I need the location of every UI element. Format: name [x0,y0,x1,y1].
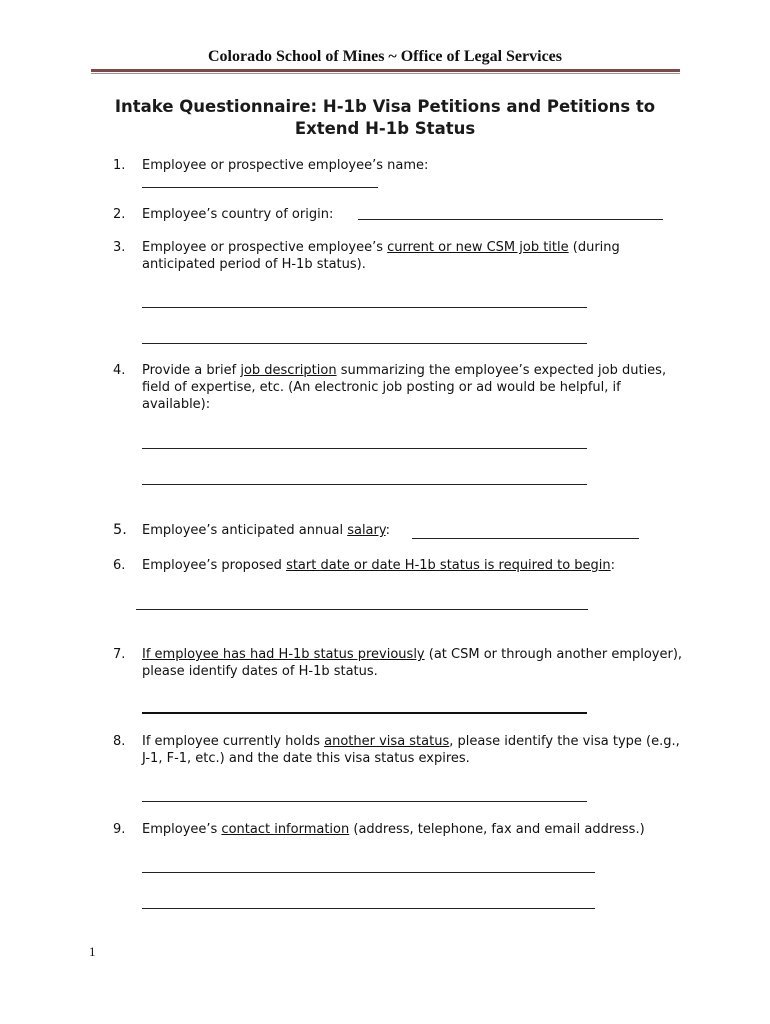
page-number: 1 [89,944,96,959]
header-rule-thin [91,73,680,74]
question-text: Employee’s proposed start date or date H-1b status is required to begin: [142,558,616,573]
question-text: Employee or prospective employee’s current or new CSM job title (during anticipated period of H-1b status). [142,240,620,272]
question-number: 4. [113,363,126,378]
question-number: 3. [113,240,126,255]
question-number: 5. [113,522,127,538]
underlined-term: job description [240,363,337,378]
question-number: 6. [113,558,126,573]
question-text: Employee’s anticipated annual salary: [142,523,391,538]
job-description-answer-line-1[interactable] [142,448,587,449]
question-text: If employee currently holds another visa status, please identify the visa type (e.g., J-1, F-1, etc.) and the date this visa status expires. [142,734,680,766]
salary-answer-line[interactable] [412,538,639,539]
name-answer-line[interactable] [142,187,378,188]
start-date-answer-line[interactable] [136,609,588,610]
job-title-answer-line-1[interactable] [142,307,587,308]
job-title-answer-line-2[interactable] [142,343,587,344]
question-number: 1. [113,158,126,173]
question-text: Employee or prospective employee’s name: [142,158,429,173]
document-title [60,96,710,140]
underlined-term: contact information [221,822,350,837]
question-text: If employee has had H-1b status previously (at CSM or through another employer), please identify dates of H-1b status. [142,647,683,679]
underlined-term: salary [347,523,386,538]
question-number: 7. [113,647,126,662]
contact-answer-line-2[interactable] [142,908,595,909]
title-line-2: Extend H-1b Status [294,119,476,138]
question-text: Employee’s contact information (address, telephone, fax and email address.) [142,822,645,837]
header-rule [91,69,680,72]
underlined-term: another visa status [324,734,450,749]
job-description-answer-line-2[interactable] [142,484,587,485]
underlined-term: start date or date H-1b status is required to begin [286,558,611,573]
title-line-1: Intake Questionnaire: H-1b Visa Petitions and Petitions to [114,97,656,116]
question-number: 2. [113,207,126,222]
visa-status-answer-line[interactable] [142,801,587,802]
question-text: Provide a brief job description summarizing the employee’s expected job duties, field of expertise, etc. (An electronic job posting or ad would be helpful, if available): [142,363,667,412]
question-text: Employee’s country of origin: [142,207,334,222]
country-answer-line[interactable] [358,219,663,220]
page-header: Colorado School of Mines ~ Office of Legal Services [207,48,563,65]
question-number: 8. [113,734,126,749]
contact-answer-line-1[interactable] [142,872,595,873]
previous-h1b-answer-line[interactable] [142,712,587,714]
underlined-term: current or new CSM job title [387,240,569,255]
underlined-term: If employee has had H-1b status previously [142,647,425,662]
question-number: 9. [113,822,126,837]
